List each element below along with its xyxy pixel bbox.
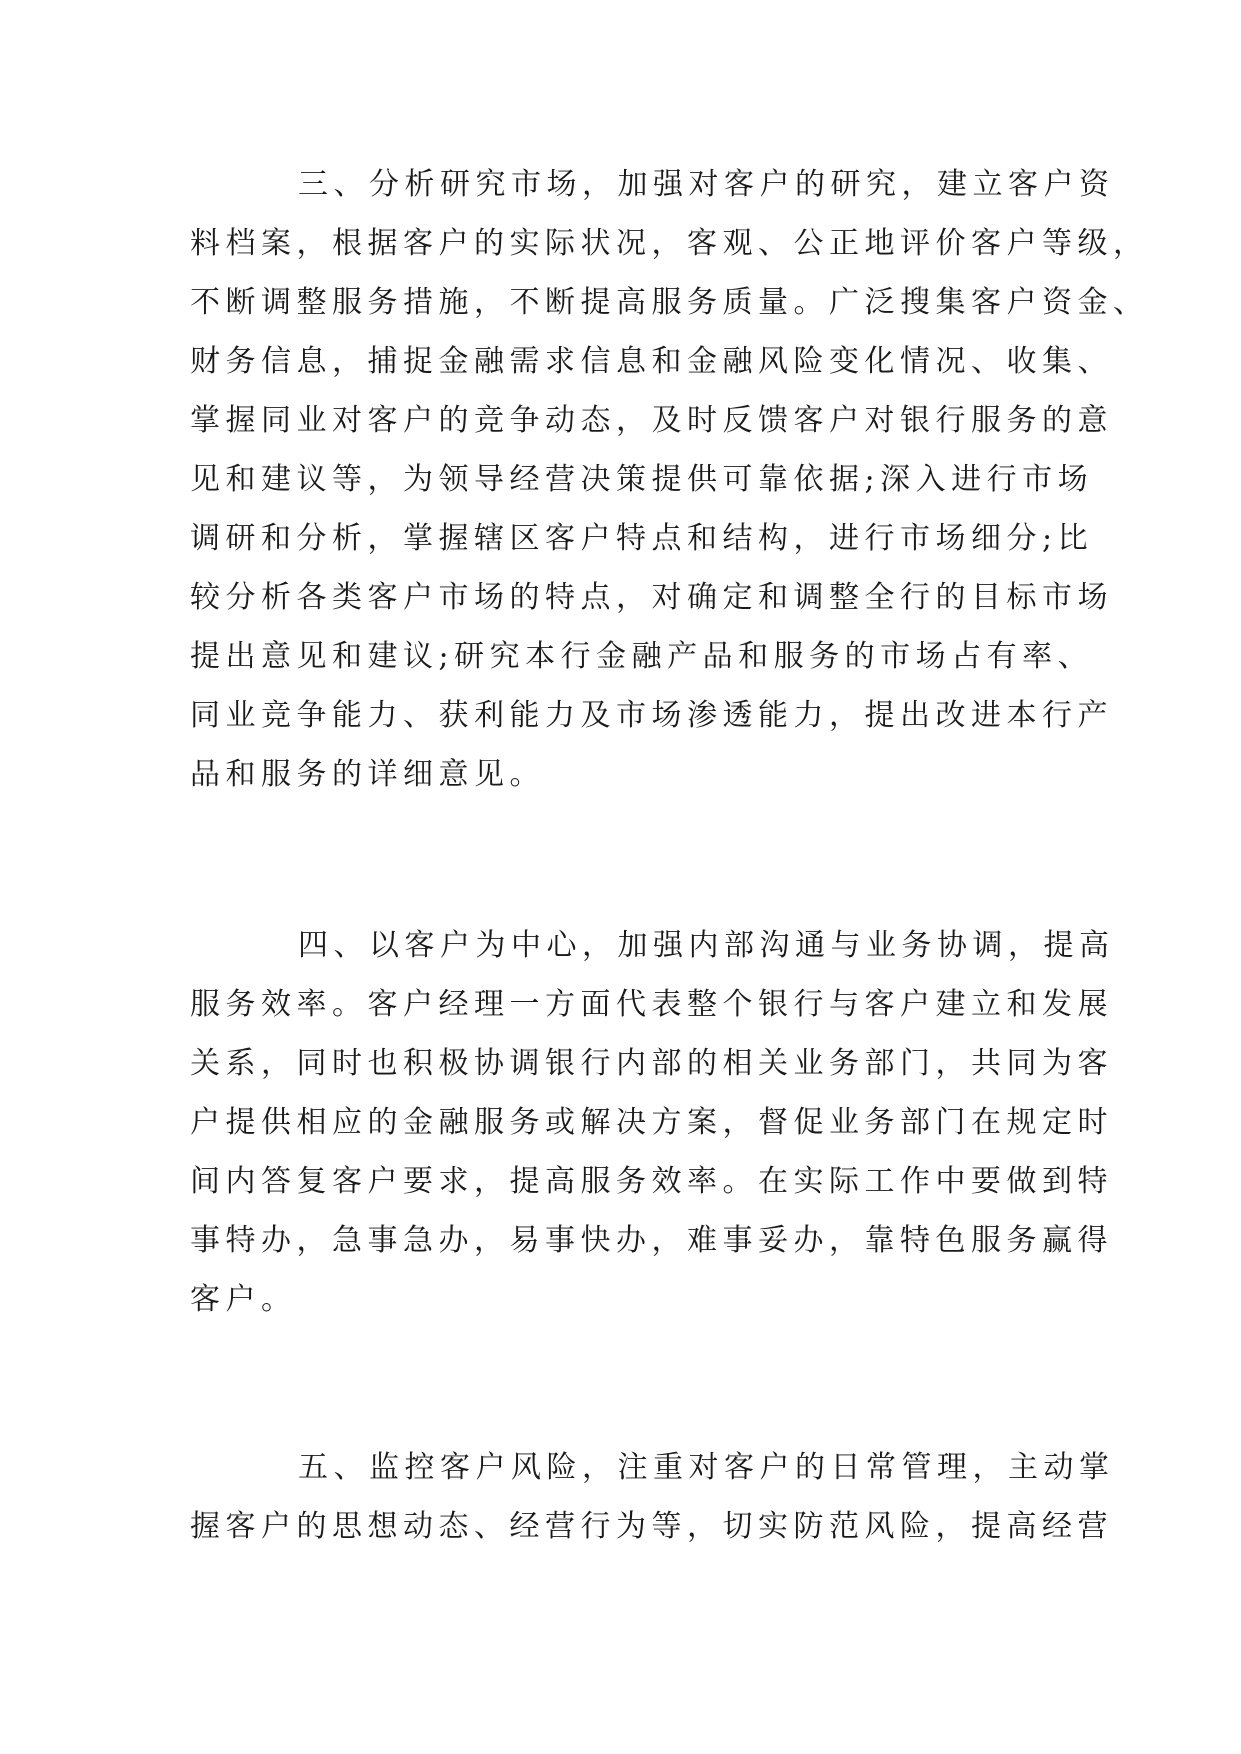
paragraph-line: 间内答复客户要求，提高服务效率。在实际工作中要做到特	[190, 1164, 1113, 1199]
paragraph-line: 料档案，根据客户的实际状况，客观、公正地评价客户等级，	[190, 226, 1149, 261]
paragraph-risk-monitoring	[190, 1438, 1115, 1556]
paragraph-line: 不断调整服务措施，不断提高服务质量。广泛搜集客户资金、	[190, 285, 1149, 320]
paragraph-line: 三、分析研究市场，加强对客户的研究，建立客户资	[298, 167, 1115, 202]
paragraph-line: 见和建议等，为领导经营决策提供可靠依据;深入进行市场	[190, 462, 1094, 497]
paragraph-line: 五、监控客户风险，注重对客户的日常管理，主动掌	[298, 1450, 1115, 1485]
paragraph-line: 同业竞争能力、获利能力及市场渗透能力，提出改进本行产	[190, 698, 1113, 733]
paragraph-line: 调研和分析，掌握辖区客户特点和结构，进行市场细分;比	[190, 521, 1094, 556]
paragraph-line: 较分析各类客户市场的特点，对确定和调整全行的目标市场	[190, 580, 1113, 615]
paragraph-line: 客户。	[190, 1282, 297, 1317]
paragraph-customer-center	[190, 916, 1115, 1329]
paragraph-line: 握客户的思想动态、经营行为等，切实防范风险，提高经营	[190, 1509, 1113, 1544]
paragraph-line: 提出意见和建议;研究本行金融产品和服务的市场占有率、	[190, 639, 1094, 674]
paragraph-line: 关系，同时也积极协调银行内部的相关业务部门，共同为客	[190, 1046, 1113, 1081]
paragraph-market-research	[190, 155, 1149, 804]
paragraph-line: 财务信息，捕捉金融需求信息和金融风险变化情况、收集、	[190, 344, 1113, 379]
paragraph-line: 户提供相应的金融服务或解决方案，督促业务部门在规定时	[190, 1105, 1113, 1140]
paragraph-line: 品和服务的详细意见。	[190, 757, 545, 792]
paragraph-line: 服务效率。客户经理一方面代表整个银行与客户建立和发展	[190, 987, 1113, 1022]
paragraph-line: 掌握同业对客户的竞争动态，及时反馈客户对银行服务的意	[190, 403, 1113, 438]
paragraph-line: 事特办，急事急办，易事快办，难事妥办，靠特色服务赢得	[190, 1223, 1113, 1258]
paragraph-line: 四、以客户为中心，加强内部沟通与业务协调，提高	[298, 928, 1115, 963]
